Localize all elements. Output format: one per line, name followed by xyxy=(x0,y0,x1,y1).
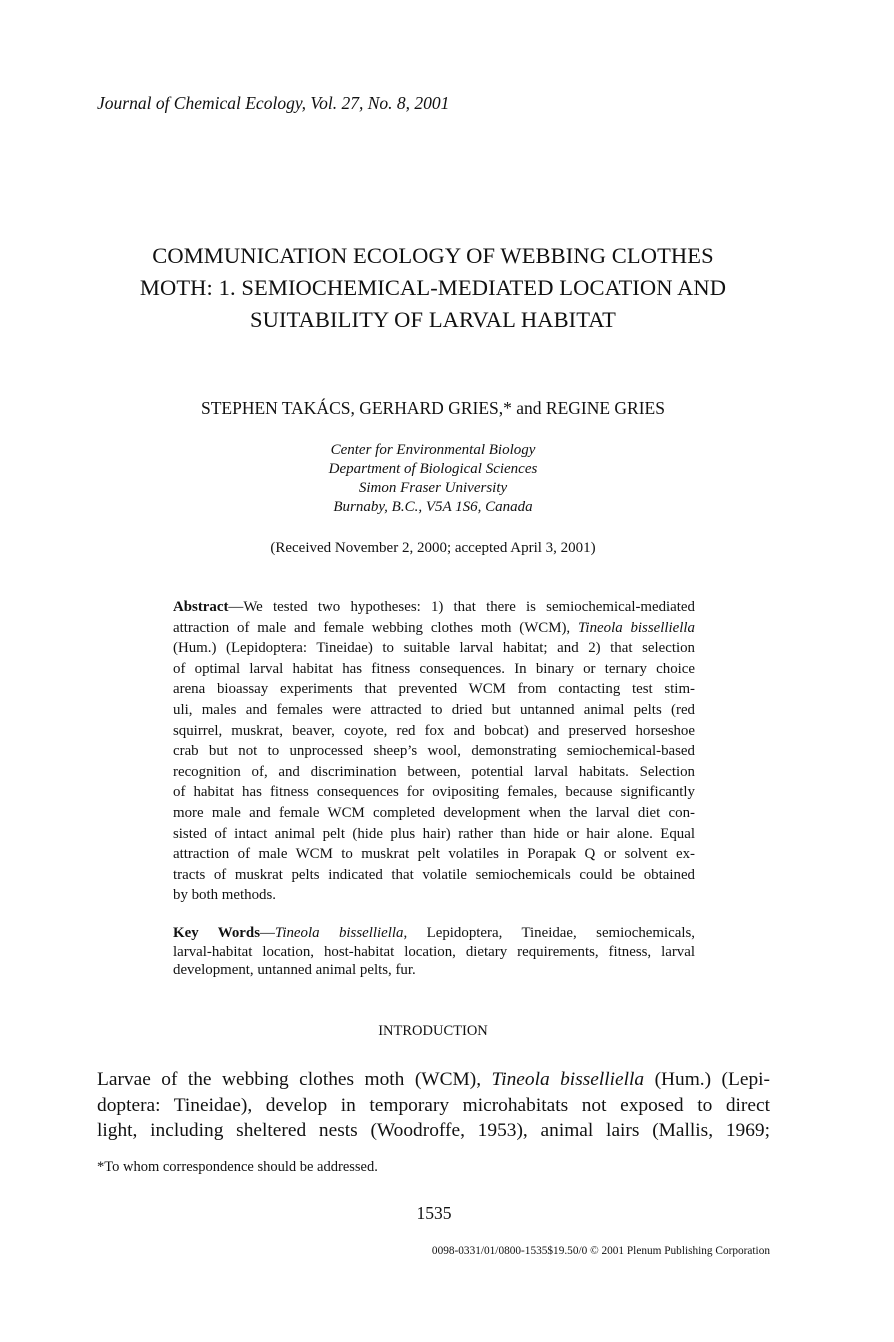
abstract-line: of optimal larval habitat has fitness consequences. In binary or ternary choice xyxy=(173,660,695,677)
abstract-line: attraction of male WCM to muskrat pelt volatiles in Porapak Q or solvent ex- xyxy=(173,846,695,863)
body-line: light, including sheltered nests (Woodroffe, 1953), animal lairs (Mallis, 1969; xyxy=(97,1120,770,1142)
affiliation-line: Center for Environmental Biology xyxy=(330,442,536,458)
abstract xyxy=(173,597,695,906)
abstract-line: attraction of male and female webbing clothes moth (WCM), Tineola bisselliella xyxy=(173,619,695,636)
key-words xyxy=(173,924,695,980)
author-list: STEPHEN TAKÁCS, GERHARD GRIES,* and REGINE GRIES xyxy=(201,398,665,418)
affiliation-line: Simon Fraser University xyxy=(358,480,508,496)
abstract-line: crab but not to unprocessed sheep’s wool, demonstrating semiochemical-based xyxy=(173,743,695,760)
received-dates: (Received November 2, 2000; accepted April 3, 2001) xyxy=(270,540,596,556)
abstract-label: Abstract xyxy=(173,599,229,615)
keywords-line: larval-habitat location, host-habitat location, dietary requirements, fitness, larval xyxy=(173,943,695,960)
abstract-line: recognition of, and discrimination between, potential larval habitats. Selection xyxy=(173,763,695,780)
abstract-line: squirrel, muskrat, beaver, coyote, red fox and bobcat) and preserved horseshoe xyxy=(173,722,695,739)
affiliation-line: Burnaby, B.C., V5A 1S6, Canada xyxy=(333,499,533,515)
abstract-line: sisted of intact animal pelt (hide plus hair) rather than hide or hair alone. Equal xyxy=(173,825,695,842)
title-line: COMMUNICATION ECOLOGY OF WEBBING CLOTHES xyxy=(152,243,714,268)
abstract-line: of habitat has fitness consequences for ovipositing females, because significantly xyxy=(173,784,695,801)
affiliation-line: Department of Biological Sciences xyxy=(328,461,538,477)
copyright-line: 0098-0331/01/0800-1535$19.50/0 © 2001 Plenum Publishing Corporation xyxy=(431,1245,770,1257)
introduction-text xyxy=(97,1067,770,1144)
title-line: SUITABILITY OF LARVAL HABITAT xyxy=(249,307,617,332)
section-heading: INTRODUCTION xyxy=(378,1023,488,1039)
journal-citation: Journal of Chemical Ecology, Vol. 27, No. 8, 2001 xyxy=(97,93,450,113)
abstract-line: Abstract—We tested two hypotheses: 1) that there is semiochemical-mediated xyxy=(173,599,695,615)
abstract-dash: — xyxy=(228,599,244,615)
abstract-line: arena bioassay experiments that prevented WCM from contacting test stim- xyxy=(173,681,695,698)
keywords-line: development, untanned animal pelts, fur. xyxy=(173,962,416,979)
species-name: Tineola bisselliella xyxy=(577,619,695,636)
abstract-line: more male and female WCM completed development when the larval diet con- xyxy=(173,804,695,821)
title-line: MOTH: 1. SEMIOCHEMICAL-MEDIATED LOCATION AND xyxy=(139,275,727,300)
abstract-line: tracts of muskrat pelts indicated that volatile semiochemicals could be obtained xyxy=(173,866,695,883)
species-name: Tineola bisselliella xyxy=(274,925,404,941)
paper-title xyxy=(80,240,786,336)
page-number: 1535 xyxy=(416,1203,452,1223)
footnote: *To whom correspondence should be addressed. xyxy=(97,1159,378,1175)
abstract-line: uli, males and females were attracted to dried but untanned animal pelts (red xyxy=(173,701,695,718)
abstract-line: by both methods. xyxy=(173,887,276,904)
abstract-line: (Hum.) (Lepidoptera: Tineidae) to suitable larval habitat; and 2) that selection xyxy=(173,640,695,657)
species-name: Tineola bisselliella xyxy=(491,1069,645,1090)
keywords-label: Key Words xyxy=(173,925,260,941)
affiliation xyxy=(133,441,733,517)
body-line: doptera: Tineidae), develop in temporary microhabitats not exposed to direct xyxy=(97,1094,770,1116)
keywords-line: Key Words—Tineola bisselliella, Lepidoptera, Tineidae, semiochemicals, xyxy=(173,925,695,941)
body-line: Larvae of the webbing clothes moth (WCM), Tineola bisselliella (Hum.) (Lepi- xyxy=(97,1069,770,1090)
